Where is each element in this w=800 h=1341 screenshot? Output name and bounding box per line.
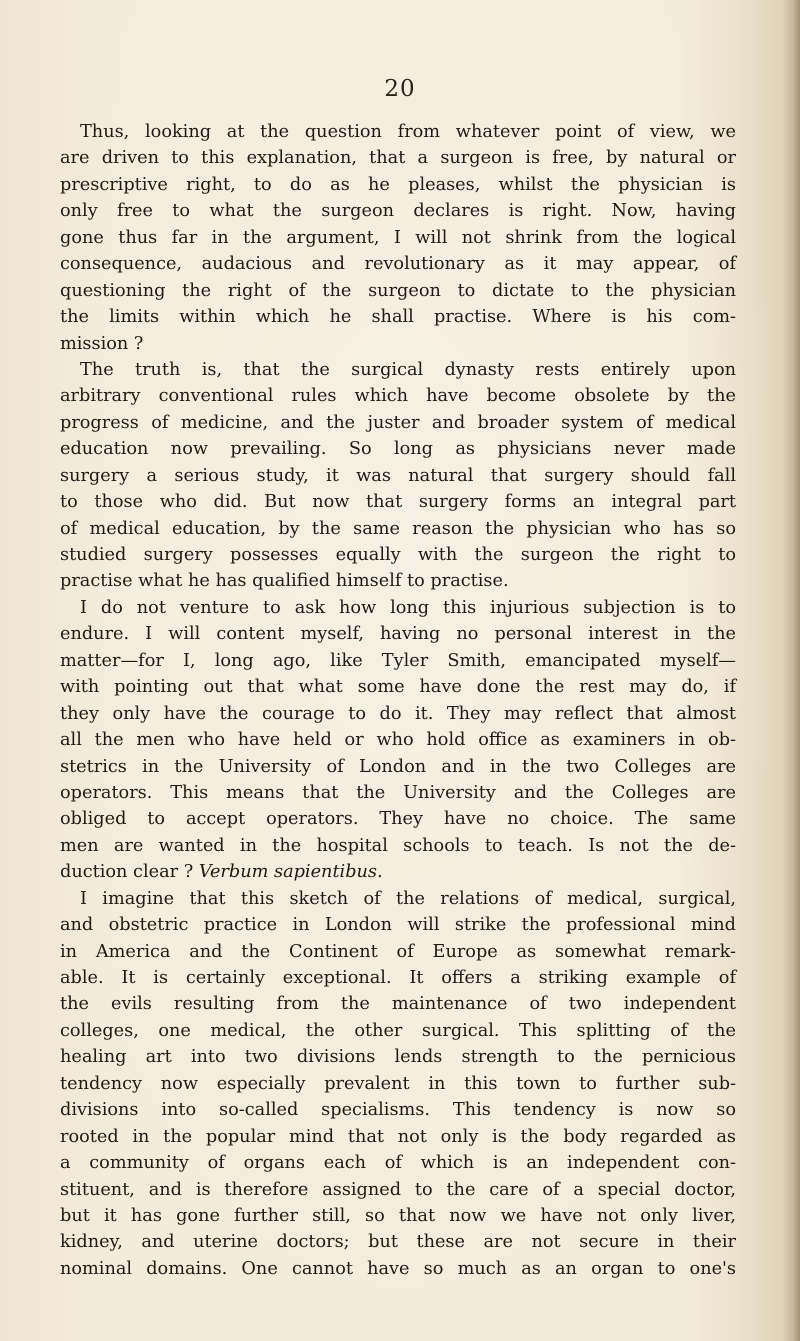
text-line: endure. I will content myself, having no personal interest in the xyxy=(60,624,736,645)
text-line: stetrics in the University of London and in the two Colleges are xyxy=(60,756,736,777)
text-line: able. It is certainly exceptional. It offers a striking example of xyxy=(60,968,736,988)
text-line: they only have the courage to do it. They may reflect that almost xyxy=(60,703,736,724)
text-line: colleges, one medical, the other surgical. This splitting of the xyxy=(60,1020,736,1041)
text-line: but it has gone further still, so that now we have not only liver, xyxy=(60,1205,736,1226)
text-line: prescriptive right, to do as he pleases, whilst the physician is xyxy=(60,174,736,195)
text-line: rooted in the popular mind that not only is the body regarded as xyxy=(60,1126,736,1147)
text-line: gone thus far in the argument, I will not shrink from the logical xyxy=(60,227,736,248)
text-line: a community of organs each of which is an independent con- xyxy=(60,1153,736,1174)
paragraph xyxy=(60,119,736,357)
text-line: are driven to this explanation, that a surgeon is free, by natural or xyxy=(60,148,736,169)
text-line: consequence, audacious and revolutionary as it may appear, of xyxy=(60,254,736,275)
text-line: stituent, and is therefore assigned to the care of a special doctor, xyxy=(60,1179,736,1200)
text-fragment: duction clear ? xyxy=(60,862,199,883)
text-line xyxy=(60,859,736,885)
text-line: divisions into so-called specialisms. This tendency is now so xyxy=(60,1100,736,1121)
text-line: questioning the right of the surgeon to dictate to the physician xyxy=(60,280,736,301)
text-line: The truth is, that the surgical dynasty rests entirely upon xyxy=(80,359,736,380)
text-line: nominal domains. One cannot have so much as an organ to one's xyxy=(60,1258,736,1279)
text-line: in America and the Continent of Europe as somewhat remark- xyxy=(60,941,736,962)
paragraph xyxy=(60,357,736,595)
text-line: I do not venture to ask how long this injurious subjection is to xyxy=(80,597,736,618)
text-line: of medical education, by the same reason the physician who has so xyxy=(60,518,736,539)
text-line: mission ? xyxy=(60,333,144,354)
text-line: to those who did. But now that surgery forms an integral part xyxy=(60,492,736,513)
text-body xyxy=(60,119,736,1282)
text-line: matter—for I, long ago, like Tyler Smith, emancipated myself— xyxy=(60,650,736,671)
text-line: all the men who have held or who hold office as examiners in ob- xyxy=(60,730,736,751)
paragraph xyxy=(60,595,736,886)
text-line: and obstetric practice in London will strike the professional mind xyxy=(60,915,736,936)
text-line: only free to what the surgeon declares is right. Now, having xyxy=(60,201,736,222)
text-line: with pointing out that what some have done the rest may do, if xyxy=(60,677,736,698)
text-line: tendency now especially prevalent in this town to further sub- xyxy=(60,1073,736,1094)
text-line: arbitrary conventional rules which have become obsolete by the xyxy=(60,386,736,407)
text-line: obliged to accept operators. They have no choice. The same xyxy=(60,809,736,830)
page-edge-shadow xyxy=(782,0,800,1341)
text-line: Thus, looking at the question from whatever point of view, we xyxy=(80,122,736,142)
text-line: studied surgery possesses equally with the surgeon the right to xyxy=(60,545,736,565)
paragraph xyxy=(60,886,736,1283)
text-line: the limits within which he shall practise. Where is his com- xyxy=(60,307,736,328)
text-line: healing art into two divisions lends strength to the pernicious xyxy=(60,1047,736,1068)
text-line: progress of medicine, and the juster and broader system of medical xyxy=(60,412,736,433)
page-number: 20 xyxy=(384,76,416,102)
text-line: kidney, and uterine doctors; but these are not secure in their xyxy=(60,1232,736,1253)
text-line: I imagine that this sketch of the relations of medical, surgical, xyxy=(80,888,736,909)
latin-phrase: Verbum sapientibus. xyxy=(198,862,383,883)
text-line: the evils resulting from the maintenance of two independent xyxy=(60,994,736,1015)
text-line: men are wanted in the hospital schools to teach. Is not the de- xyxy=(60,835,736,856)
text-line: operators. This means that the University and the Colleges are xyxy=(60,782,736,803)
text-line: practise what he has qualified himself to practise. xyxy=(60,571,509,592)
text-line: surgery a serious study, it was natural that surgery should fall xyxy=(60,465,736,486)
text-line: education now prevailing. So long as physicians never made xyxy=(60,439,736,460)
